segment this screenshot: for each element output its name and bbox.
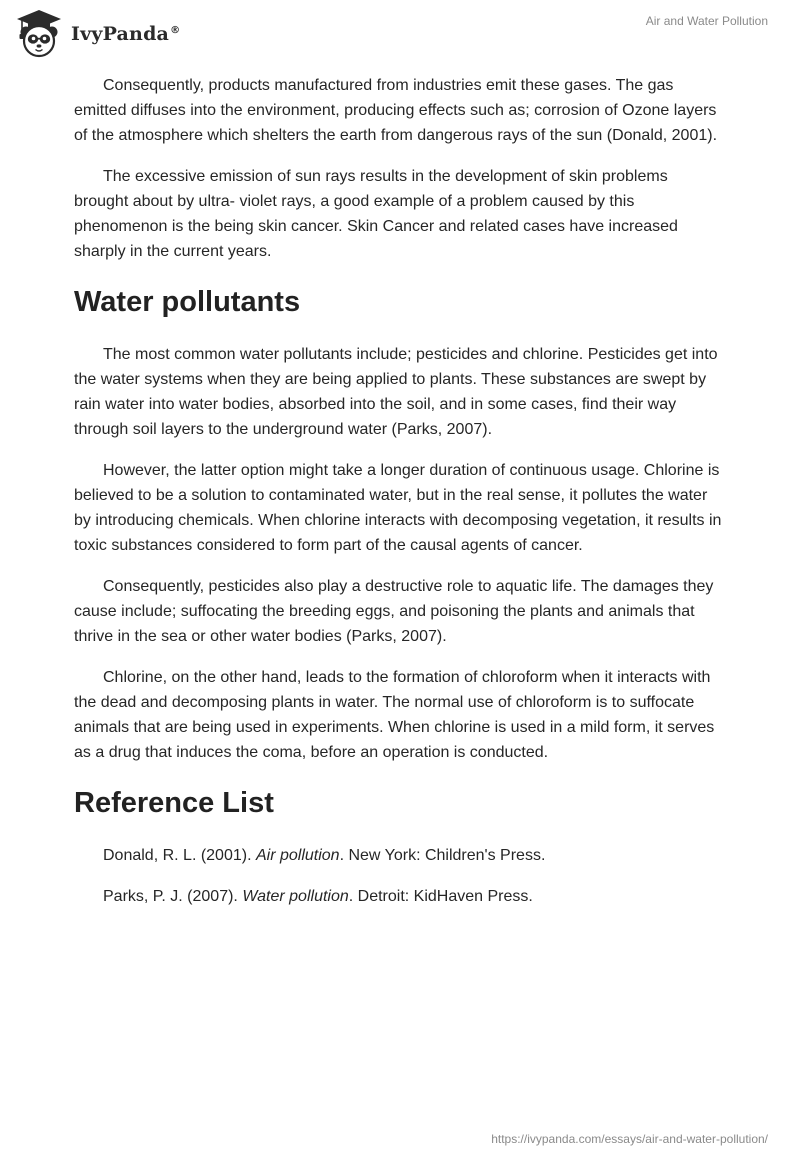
reference-title: Air pollution [255, 847, 340, 864]
panda-logo-icon [14, 8, 64, 58]
source-url[interactable]: https://ivypanda.com/essays/air-and-water-pollution/ [491, 1132, 768, 1146]
paragraph: The most common water pollutants include; pesticides and chlorine. Pesticides get into the water systems when they are being applied to plants. These substances are swept by rain water into water bodies, absorbed into the soil, and in some cases, find their way through soil layers to the underground water (Parks, 2007). [74, 346, 718, 438]
paragraph: Consequently, pesticides also play a destructive role to aquatic life. The damages they cause include; suffocating the breeding eggs, and poisoning the plants and animals that thrive in the sea or other water bodies (Parks, 2007). [74, 578, 714, 645]
article-body [74, 73, 724, 925]
section-heading-water-pollutants: Water pollutants [74, 286, 301, 318]
paragraph: The excessive emission of sun rays results in the development of skin problems brought about by ultra- violet rays, a good example of a problem caused by this phenomenon is the being skin cancer. Skin Cancer and related cases have increased sharply in the current years. [74, 168, 678, 260]
reference-item: Donald, R. L. (2001). Air pollution. New York: Children's Press. [103, 847, 546, 864]
section-heading-reference-list: Reference List [74, 787, 274, 819]
brand-name: IvyPanda® [71, 23, 181, 45]
brand-logo[interactable] [14, 8, 180, 58]
paragraph: However, the latter option might take a longer duration of continuous usage. Chlorine is believed to be a solution to contaminated water, but in the real sense, it pollutes the water by introducing chemicals. When chlorine interacts with decomposing vegetation, it results in toxic substances considered to form part of the causal agents of cancer. [74, 462, 722, 554]
reference-item: Parks, P. J. (2007). Water pollution. Detroit: KidHaven Press. [103, 888, 533, 905]
paragraph: Chlorine, on the other hand, leads to the formation of chloroform when it interacts with the dead and decomposing plants in water. The normal use of chloroform is to suffocate animals that are being used in experiments. When chlorine is used in a mild form, it serves as a drug that induces the coma, before an operation is conducted. [74, 669, 715, 761]
paragraph: Consequently, products manufactured from industries emit these gases. The gas emitted diffuses into the environment, producing effects such as; corrosion of Ozone layers of the atmosphere which shelters the earth from dangerous rays of the sun (Donald, 2001). [74, 77, 718, 144]
document-title: Air and Water Pollution [645, 14, 768, 28]
reference-title: Water pollution [242, 888, 349, 905]
page-header [0, 0, 800, 60]
